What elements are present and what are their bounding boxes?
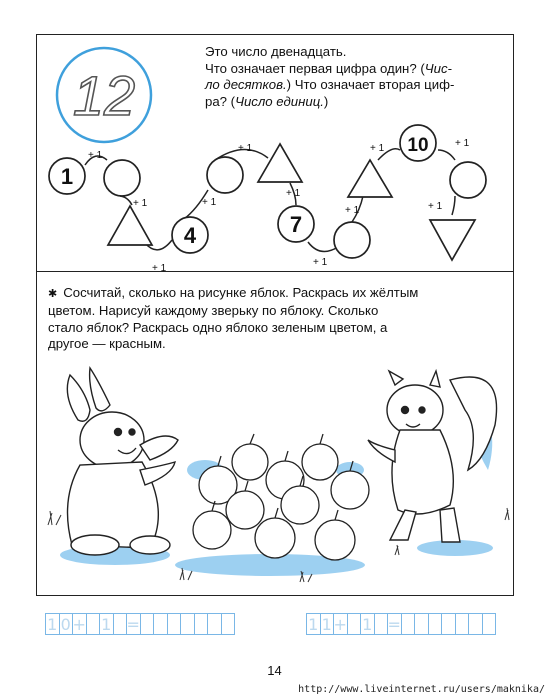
footer-url: http://www.liveinternet.ru/users/maknika/ xyxy=(298,684,545,695)
task1-line: Что означает первая цифра один? (Чис- xyxy=(205,60,452,76)
asterisk-icon: ✱ xyxy=(48,288,58,300)
chain-number-10: 10 xyxy=(407,135,429,156)
plus-one-label: + 1 xyxy=(455,138,470,149)
answer-cell[interactable] xyxy=(468,613,483,635)
task2-line: ✱ Сосчитай, сколько на рисунке яблок. Раскрась их жёлтым xyxy=(48,285,419,300)
plus-one-label: + 1 xyxy=(133,198,148,209)
task1-line: ра? (Число единиц.) xyxy=(205,93,329,109)
apples-pile xyxy=(193,434,369,560)
answer-cell[interactable] xyxy=(428,613,443,635)
answer-cell[interactable] xyxy=(441,613,456,635)
answer-cell[interactable]: 1 xyxy=(320,613,335,635)
answer-cell[interactable]: = xyxy=(387,614,401,634)
apple xyxy=(232,434,268,480)
answer-cell[interactable] xyxy=(194,613,209,635)
task1-line: Это число двенадцать. xyxy=(205,44,347,59)
plus-one-label: + 1 xyxy=(370,143,385,154)
plus-one-label: + 1 xyxy=(202,197,217,208)
plus-one-label: + 1 xyxy=(428,201,443,212)
answer-cell[interactable] xyxy=(153,613,168,635)
answer-cell[interactable] xyxy=(180,613,195,635)
answer-cell[interactable]: 1 xyxy=(45,613,60,635)
answer-cell[interactable] xyxy=(207,613,222,635)
big-number: 12 xyxy=(72,64,136,127)
plus-one-label: + 1 xyxy=(152,263,167,274)
answer-cell[interactable]: 0 xyxy=(59,613,74,635)
chain-number-1: 1 xyxy=(60,164,74,189)
answer-cell[interactable] xyxy=(221,613,236,635)
apple xyxy=(302,434,338,480)
chain-number-4: 4 xyxy=(183,223,197,248)
chain-number-7: 7 xyxy=(289,212,303,237)
answer-cell[interactable] xyxy=(455,613,470,635)
answer-cell[interactable] xyxy=(347,613,362,635)
answer-cell[interactable] xyxy=(482,613,497,635)
plus-one-label: + 1 xyxy=(345,205,360,216)
answer-cells-left xyxy=(46,613,235,635)
plus-one-label: + 1 xyxy=(313,257,328,268)
answer-cell[interactable] xyxy=(140,613,155,635)
answer-cell[interactable]: = xyxy=(126,614,140,634)
answer-cell[interactable]: 1 xyxy=(360,613,375,635)
answer-cell[interactable]: 1 xyxy=(99,613,114,635)
plus-one-label: + 1 xyxy=(88,150,103,161)
plus-one-label: + 1 xyxy=(286,188,301,199)
plus-one-label: + 1 xyxy=(238,143,253,154)
answer-cell[interactable] xyxy=(374,613,389,635)
task2-line: цветом. Нарисуй каждому зверьку по яблоку. Сколько xyxy=(48,302,379,318)
apple xyxy=(193,501,231,549)
task2-line: стало яблок? Раскрась одно яблоко зеленым цветом, а xyxy=(48,319,388,335)
task1-line: ло десятков.) Что означает вторая циф- xyxy=(205,77,455,92)
page-number: 14 xyxy=(267,663,282,678)
squirrel-illustration xyxy=(368,371,497,542)
answer-cells-right xyxy=(307,613,496,635)
answer-cell[interactable] xyxy=(86,613,101,635)
answer-cell[interactable]: + xyxy=(72,614,86,634)
apple xyxy=(315,510,355,560)
task2-line: другое — красным. xyxy=(48,336,166,352)
answer-cell[interactable]: 1 xyxy=(306,613,321,635)
answer-cell[interactable] xyxy=(414,613,429,635)
answer-cell[interactable] xyxy=(401,613,416,635)
answer-cell[interactable]: + xyxy=(333,614,347,634)
answer-cell[interactable] xyxy=(113,613,128,635)
answer-cell[interactable] xyxy=(167,613,182,635)
rabbit-illustration xyxy=(67,368,178,555)
